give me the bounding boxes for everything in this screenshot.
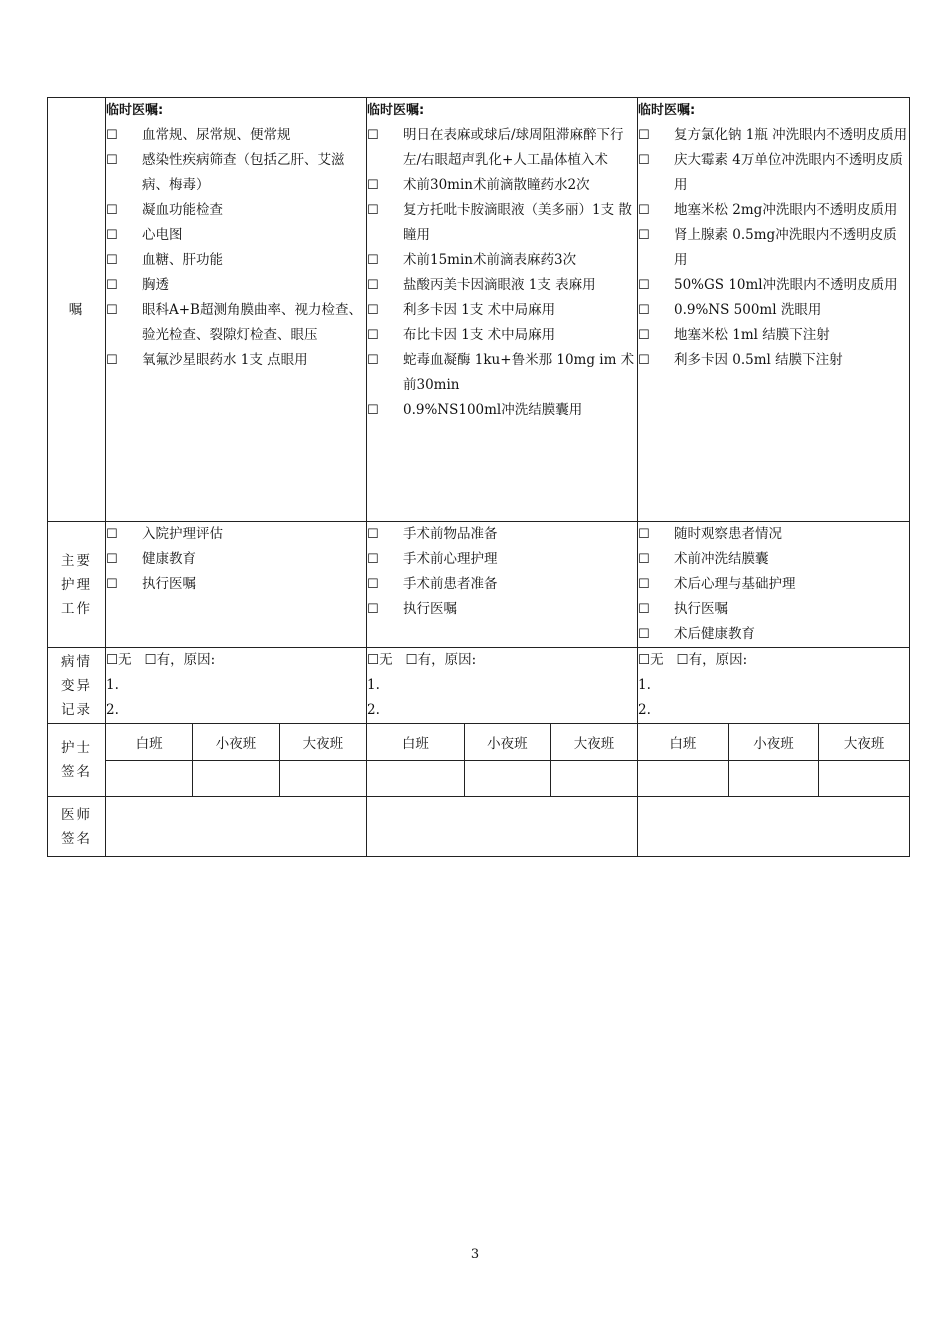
order-item[interactable]: ☐ 盐酸丙美卡因滴眼液 1支 表麻用	[367, 273, 637, 298]
checkbox-icon[interactable]: ☐	[106, 278, 118, 293]
shift-sign-table	[106, 724, 366, 796]
nursing-label: 主要护理工作	[48, 522, 106, 648]
shift-evening-signature-field[interactable]	[728, 760, 818, 796]
checkbox-icon[interactable]: ☐	[106, 228, 118, 243]
nursing-item[interactable]: ☐ 健康教育	[106, 547, 366, 572]
checkbox-icon[interactable]: ☐	[676, 652, 689, 668]
checkbox-icon[interactable]: ☐	[367, 278, 379, 293]
variance-options: ☐无 ☐有，原因:	[106, 652, 216, 668]
orders-row	[48, 98, 910, 522]
shift-night-label: 大夜班	[551, 724, 637, 760]
variance-line[interactable]: 1.	[367, 677, 380, 693]
nurse-sign-day3	[638, 724, 910, 797]
orders-header: 临时医嘱:	[367, 103, 425, 118]
nursing-column-day3	[638, 522, 910, 648]
nursing-item[interactable]: ☐ 入院护理评估	[106, 522, 366, 547]
orders-label: 嘱	[48, 98, 106, 522]
shift-sign-table	[638, 724, 909, 796]
order-item[interactable]: ☐ 感染性疾病筛查（包括乙肝、艾滋病、梅毒）	[106, 148, 366, 198]
nursing-item[interactable]: ☐ 随时观察患者情况	[638, 522, 909, 547]
nursing-item[interactable]: ☐ 执行医嘱	[106, 572, 366, 597]
checkbox-icon[interactable]: ☐	[638, 652, 651, 668]
orders-column-day1	[106, 98, 367, 522]
order-item[interactable]: ☐ 庆大霉素 4万单位冲洗眼内不透明皮质用	[638, 148, 909, 198]
checkbox-icon[interactable]: ☐	[106, 153, 118, 168]
checkbox-icon[interactable]: ☐	[367, 527, 379, 542]
order-item[interactable]: ☐ 50%GS 10ml冲洗眼内不透明皮质用	[638, 273, 909, 298]
nursing-item[interactable]: ☐ 术后健康教育	[638, 622, 909, 647]
nursing-item[interactable]: ☐ 术后心理与基础护理	[638, 572, 909, 597]
orders-header: 临时医嘱:	[638, 103, 696, 118]
order-item[interactable]: ☐ 术前30min术前滴散瞳药水2次	[367, 173, 637, 198]
checkbox-icon[interactable]: ☐	[638, 203, 650, 218]
order-item[interactable]: ☐ 0.9%NS 500ml 洗眼用	[638, 298, 909, 323]
order-item[interactable]: ☐ 利多卡因 0.5ml 结膜下注射	[638, 348, 909, 373]
variance-line[interactable]: 2.	[106, 702, 119, 718]
order-item[interactable]: ☐ 血常规、尿常规、便常规	[106, 123, 366, 148]
shift-evening-label: 小夜班	[728, 724, 818, 760]
nurse-sign-row	[48, 724, 910, 797]
order-item[interactable]: ☐ 0.9%NS100ml冲洗结膜囊用	[367, 398, 637, 423]
checkbox-icon[interactable]: ☐	[367, 303, 379, 318]
order-item[interactable]: ☐ 眼科A+B超测角膜曲率、视力检查、验光检查、裂隙灯检查、眼压	[106, 298, 366, 348]
nurse-sign-day2	[367, 724, 638, 797]
checkbox-icon[interactable]: ☐	[367, 353, 379, 368]
nurse-sign-label: 护士签名	[48, 724, 106, 797]
shift-evening-label: 小夜班	[193, 724, 280, 760]
checkbox-icon[interactable]: ☐	[367, 577, 379, 592]
order-item[interactable]: ☐ 利多卡因 1支 术中局麻用	[367, 298, 637, 323]
checkbox-icon[interactable]: ☐	[638, 153, 650, 168]
checkbox-icon[interactable]: ☐	[106, 253, 118, 268]
variance-options: ☐无 ☐有，原因:	[367, 652, 477, 668]
checkbox-icon[interactable]: ☐	[638, 552, 650, 567]
order-item[interactable]: ☐ 术前15min术前滴表麻药3次	[367, 248, 637, 273]
checkbox-icon[interactable]: ☐	[638, 128, 650, 143]
shift-day-label: 白班	[367, 724, 464, 760]
order-item[interactable]: ☐ 布比卡因 1支 术中局麻用	[367, 323, 637, 348]
checkbox-icon[interactable]: ☐	[367, 128, 379, 143]
doctor-signature-field-day1[interactable]	[106, 797, 367, 857]
order-item[interactable]: ☐ 复方托吡卡胺滴眼液（美多丽）1支 散瞳用	[367, 198, 637, 248]
variance-line[interactable]: 2.	[638, 702, 651, 718]
nursing-item[interactable]: ☐ 术前冲洗结膜囊	[638, 547, 909, 572]
variance-line[interactable]: 2.	[367, 702, 380, 718]
checkbox-icon[interactable]: ☐	[367, 552, 379, 567]
order-item[interactable]: ☐ 地塞米松 1ml 结膜下注射	[638, 323, 909, 348]
checkbox-icon[interactable]: ☐	[638, 627, 650, 642]
checkbox-icon[interactable]: ☐	[638, 228, 650, 243]
checkbox-icon[interactable]: ☐	[106, 577, 118, 592]
checkbox-icon[interactable]: ☐	[405, 652, 418, 668]
checkbox-icon[interactable]: ☐	[367, 253, 379, 268]
order-item[interactable]: ☐ 地塞米松 2mg冲洗眼内不透明皮质用	[638, 198, 909, 223]
variance-options: ☐无 ☐有，原因:	[638, 652, 748, 668]
variance-line[interactable]: 1.	[106, 677, 119, 693]
nursing-column-day1	[106, 522, 367, 648]
order-item[interactable]: ☐ 复方氯化钠 1瓶 冲洗眼内不透明皮质用	[638, 123, 909, 148]
nursing-item[interactable]: ☐ 执行医嘱	[367, 597, 637, 622]
shift-night-signature-field[interactable]	[551, 760, 637, 796]
orders-header: 临时医嘱:	[106, 103, 164, 118]
shift-day-signature-field[interactable]	[367, 760, 464, 796]
nurse-sign-day1	[106, 724, 367, 797]
shift-evening-label: 小夜班	[464, 724, 550, 760]
checkbox-icon[interactable]: ☐	[106, 652, 119, 668]
shift-day-signature-field[interactable]	[638, 760, 728, 796]
doctor-sign-row	[48, 797, 910, 857]
checkbox-icon[interactable]: ☐	[106, 353, 118, 368]
orders-column-day2	[367, 98, 638, 522]
order-item[interactable]: ☐ 蛇毒血凝酶 1ku+鲁米那 10mg im 术前30min	[367, 348, 637, 398]
order-item[interactable]: ☐ 心电图	[106, 223, 366, 248]
checkbox-icon[interactable]: ☐	[638, 328, 650, 343]
nursing-row	[48, 522, 910, 648]
shift-sign-table	[367, 724, 637, 796]
nursing-column-day2	[367, 522, 638, 648]
orders-column-day3	[638, 98, 910, 522]
order-item[interactable]: ☐ 明日在表麻或球后/球周阻滞麻醉下行左/右眼超声乳化+人工晶体植入术	[367, 123, 637, 173]
checkbox-icon[interactable]: ☐	[638, 577, 650, 592]
checkbox-icon[interactable]: ☐	[367, 178, 379, 193]
shift-day-label: 白班	[106, 724, 193, 760]
variance-label: 病情变异记录	[48, 648, 106, 724]
doctor-signature-field-day3[interactable]	[638, 797, 910, 857]
order-item[interactable]: ☐ 氧氟沙星眼药水 1支 点眼用	[106, 348, 366, 373]
pathway-table-sheet	[47, 97, 909, 857]
nursing-item[interactable]: ☐ 手术前物品准备	[367, 522, 637, 547]
doctor-sign-label: 医师签名	[48, 797, 106, 857]
checkbox-icon[interactable]: ☐	[367, 403, 379, 418]
clinical-pathway-table	[47, 97, 910, 857]
checkbox-icon[interactable]: ☐	[638, 602, 650, 617]
doctor-signature-field-day2[interactable]	[367, 797, 638, 857]
shift-night-signature-field[interactable]	[279, 760, 366, 796]
shift-night-label: 大夜班	[819, 724, 909, 760]
checkbox-icon[interactable]: ☐	[106, 303, 118, 318]
checkbox-icon[interactable]: ☐	[638, 353, 650, 368]
shift-day-signature-field[interactable]	[106, 760, 193, 796]
shift-night-label: 大夜班	[279, 724, 366, 760]
checkbox-icon[interactable]: ☐	[106, 128, 118, 143]
checkbox-icon[interactable]: ☐	[106, 203, 118, 218]
checkbox-icon[interactable]: ☐	[367, 203, 379, 218]
nursing-item[interactable]: ☐ 手术前患者准备	[367, 572, 637, 597]
checkbox-icon[interactable]: ☐	[106, 552, 118, 567]
checkbox-icon[interactable]: ☐	[367, 328, 379, 343]
checkbox-icon[interactable]: ☐	[638, 303, 650, 318]
order-item[interactable]: ☐ 凝血功能检查	[106, 198, 366, 223]
order-item[interactable]: ☐ 胸透	[106, 273, 366, 298]
page-number: 3	[470, 1247, 480, 1262]
checkbox-icon[interactable]: ☐	[638, 527, 650, 542]
variance-column-day2	[367, 648, 638, 724]
shift-day-label: 白班	[638, 724, 728, 760]
variance-line[interactable]: 1.	[638, 677, 651, 693]
order-item[interactable]: ☐ 血糖、肝功能	[106, 248, 366, 273]
variance-column-day3	[638, 648, 910, 724]
checkbox-icon[interactable]: ☐	[367, 652, 380, 668]
shift-evening-signature-field[interactable]	[193, 760, 280, 796]
checkbox-icon[interactable]: ☐	[106, 527, 118, 542]
variance-row	[48, 648, 910, 724]
shift-evening-signature-field[interactable]	[464, 760, 550, 796]
checkbox-icon[interactable]: ☐	[144, 652, 157, 668]
nursing-item[interactable]: ☐ 执行医嘱	[638, 597, 909, 622]
shift-night-signature-field[interactable]	[819, 760, 909, 796]
variance-column-day1	[106, 648, 367, 724]
checkbox-icon[interactable]: ☐	[367, 602, 379, 617]
nursing-item[interactable]: ☐ 手术前心理护理	[367, 547, 637, 572]
order-item[interactable]: ☐ 肾上腺素 0.5mg冲洗眼内不透明皮质用	[638, 223, 909, 273]
checkbox-icon[interactable]: ☐	[638, 278, 650, 293]
